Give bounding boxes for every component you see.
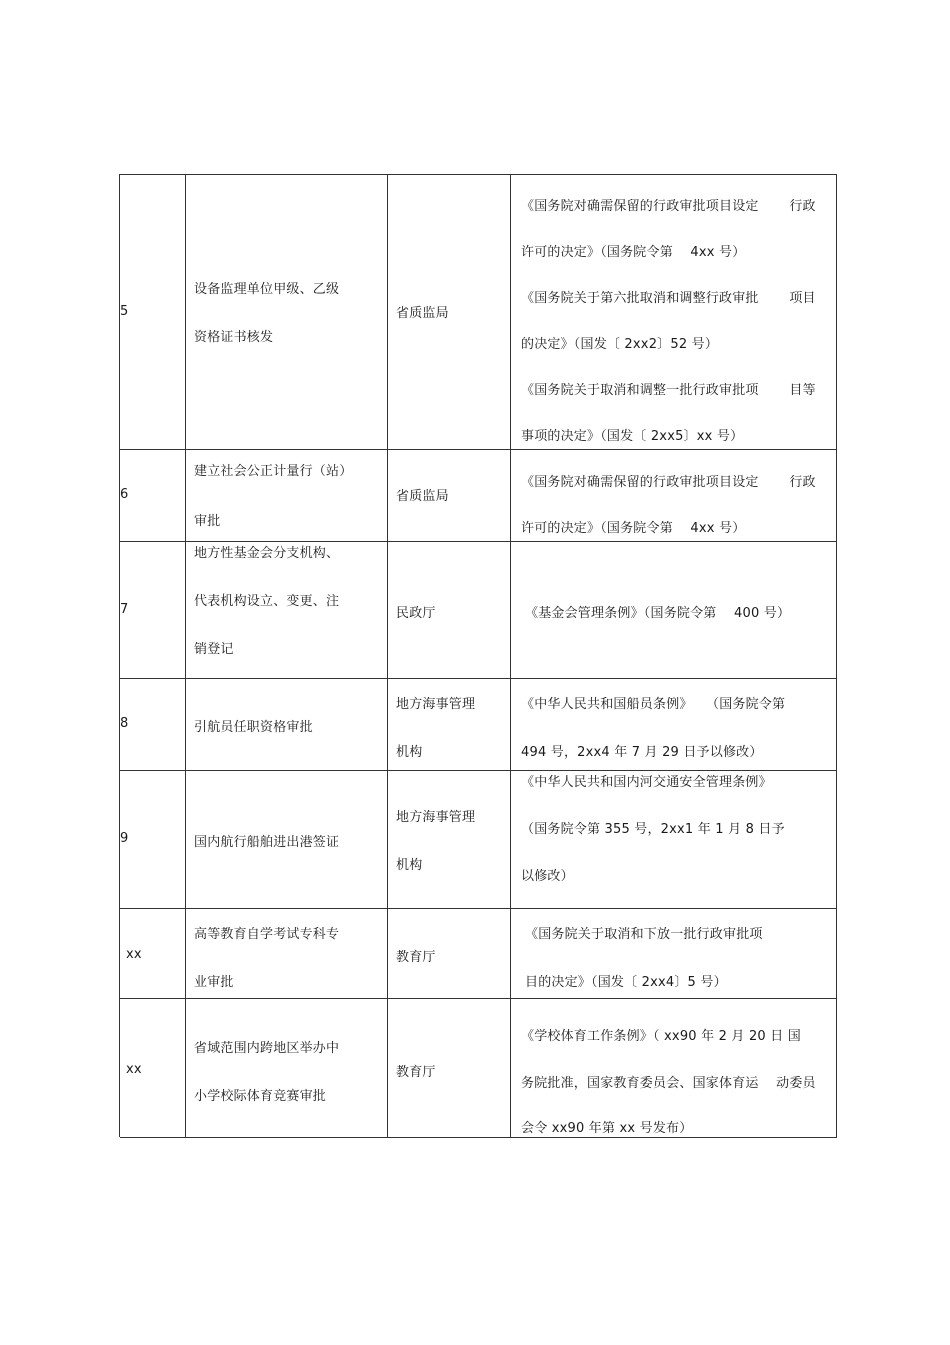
row-number-cell [120,679,186,770]
row-number-cell [120,999,186,1137]
row-number-cell [120,771,186,908]
legal-basis-line: 《中华人民共和国船员条例》 （国务院令第 [521,697,786,712]
item-name-line: 国内航行船舶进出港签证 [194,835,340,850]
table-row [120,909,837,999]
legal-basis-cell [511,542,837,678]
legal-basis-line: 务院批准，国家教育委员会、国家体育运 动委员 [521,1076,816,1091]
department-cell [388,679,511,770]
legal-basis-cell [511,999,837,1137]
row-number-cell [120,175,186,449]
department-line: 机构 [396,745,423,760]
item-name-line: 地方性基金会分支机构、 [194,546,340,561]
legal-basis-line: 的决定》（国发〔 2xx2〕52 号） [521,337,719,352]
row-number: 7 [120,602,129,617]
legal-basis-line: （国务院令第 355 号，2xx1 年 1 月 8 日予 [521,822,785,837]
item-name-line: 高等教育自学考试专科专 [194,927,340,942]
table-row [120,771,837,909]
department-line: 地方海事管理 [396,697,476,712]
legal-basis-line: 以修改） [521,869,574,884]
row-number-cell [120,542,186,678]
department-cell [388,771,511,908]
item-name-line: 小学校际体育竞赛审批 [194,1089,327,1104]
item-name-line: 建立社会公正计量行（站） [194,464,353,479]
approval-items-table [119,174,837,1137]
legal-basis-line: 许可的决定》（国务院令第 4xx 号） [521,521,746,536]
legal-basis-cell [511,909,837,998]
item-name-line: 业审批 [194,975,234,990]
legal-basis-line: 《学校体育工作条例》（ xx90 年 2 月 20 日 国 [521,1029,801,1044]
row-number: 8 [120,716,129,731]
department-line: 省质监局 [396,489,449,504]
department-cell [388,999,511,1137]
department-line: 教育厅 [396,950,436,965]
department-cell [388,450,511,541]
row-number: 5 [120,304,129,319]
legal-basis-cell [511,450,837,541]
department-line: 机构 [396,858,423,873]
item-name-cell [186,999,388,1137]
item-name-line: 销登记 [194,642,234,657]
legal-basis-line: 会令 xx90 年第 xx 号发布） [521,1121,693,1136]
department-line: 民政厅 [396,606,436,621]
legal-basis-line: 许可的决定》（国务院令第 4xx 号） [521,245,746,260]
item-name-line: 审批 [194,514,221,529]
legal-basis-line: 目的决定》（国发〔 2xx4〕5 号） [525,975,727,990]
item-name-cell [186,679,388,770]
row-number: 9 [120,831,129,846]
legal-basis-line: 《中华人民共和国内河交通安全管理条例》 [521,775,772,790]
legal-basis-line: 事项的决定》（国发〔 2xx5〕xx 号） [521,429,744,444]
item-name-line: 代表机构设立、变更、注 [194,594,340,609]
row-number: xx [126,947,142,962]
department-cell [388,542,511,678]
department-line: 教育厅 [396,1065,436,1080]
item-name-cell [186,450,388,541]
item-name-line: 省域范围内跨地区举办中 [194,1041,340,1056]
item-name-cell [186,771,388,908]
legal-basis-line: 《国务院关于取消和下放一批行政审批项 [525,927,763,942]
legal-basis-line: 494 号，2xx4 年 7 月 29 日予以修改） [521,745,763,760]
item-name-line: 设备监理单位甲级、乙级 [194,282,340,297]
table-row [120,450,837,542]
department-line: 省质监局 [396,306,449,321]
legal-basis-line: 《国务院关于取消和调整一批行政审批项 目等 [521,383,816,398]
table-row [120,679,837,771]
row-number-cell [120,909,186,998]
item-name-line: 资格证书核发 [194,330,274,345]
legal-basis-cell [511,175,837,449]
table-row [120,999,837,1138]
item-name-cell [186,909,388,998]
row-number: 6 [120,487,129,502]
department-cell [388,175,511,449]
item-name-cell [186,175,388,449]
legal-basis-line: 《国务院对确需保留的行政审批项目设定 行政 [521,475,816,490]
legal-basis-line: 《国务院对确需保留的行政审批项目设定 行政 [521,199,816,214]
department-cell [388,909,511,998]
table-row [120,175,837,450]
department-line: 地方海事管理 [396,810,476,825]
row-number-cell [120,450,186,541]
legal-basis-cell [511,771,837,908]
item-name-cell [186,542,388,678]
legal-basis-cell [511,679,837,770]
item-name-line: 引航员任职资格审批 [194,720,313,735]
table-row [120,542,837,679]
row-number: xx [126,1062,142,1077]
legal-basis-line: 《国务院关于第六批取消和调整行政审批 项目 [521,291,816,306]
legal-basis-line: 《基金会管理条例》（国务院令第 400 号） [525,606,791,621]
